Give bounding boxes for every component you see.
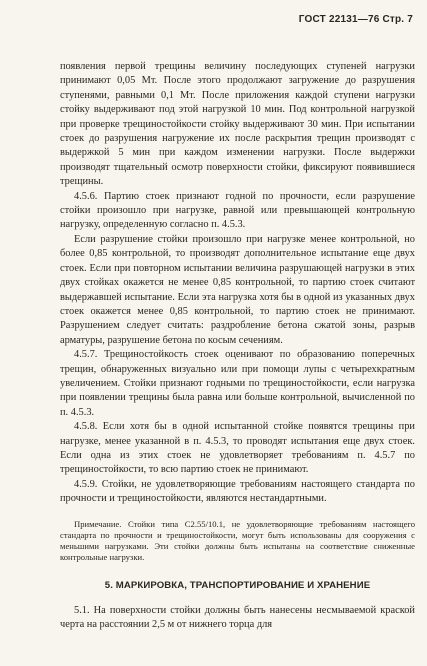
page-header: ГОСТ 22131—76 Стр. 7 <box>298 14 413 25</box>
paragraph-4-5-9: 4.5.9. Стойки, не удовлетворяющие требованиям настоящего стандарта по прочности и трещиностойкости, являются нестандартными. <box>60 478 415 505</box>
paragraph-4-5-6: 4.5.6. Партию стоек признают годной по прочности, если разрушение стойки произошло при нагрузке, равной или превышающей контрольную нагрузку, определенную согласно п. 4.5.3. <box>60 190 415 231</box>
paragraph-5-1: 5.1. На поверхности стойки должны быть нанесены несмываемой краской черта на расстоянии 2,5 м от нижнего торца для <box>60 604 415 631</box>
document-body <box>60 60 415 633</box>
paragraph-4-5-8: 4.5.8. Если хотя бы в одной испытанной стойке появятся трещины при нагрузке, менее указанной в п. 4.5.3, то проводят испытания еще двух стоек. Если одна из этих стоек не удовлетворяет требованиям п. 4.5.7 по трещиностойкости, то всю партию стоек не принимают. <box>60 421 415 476</box>
note-paragraph: Примечание. Стойки типа С2.55/10.1, не удовлетворяющие требованиям настоящего стандарта по прочности и трещиностойкости, могут быть использованы для сооружения с меньшими нагрузками. Эти стойки должны быть испытаны на соответствие сниженные контрольные нагрузки. <box>60 518 415 563</box>
section-title-5: 5. МАРКИРОВКА, ТРАНСПОРТИРОВАНИЕ И ХРАНЕНИЕ <box>104 580 371 592</box>
paragraph-control-failure: Если разрушение стойки произошло при нагрузке менее контрольной, но более 0,85 контрольной, то производят дополнительное испытание еще двух стоек. Если при повторном испытании величина разрушающей нагрузки в этих двух стойках окажется не менее 0,85 контрольной, то партию стоек считают выдержавшей испытание. Если эта нагрузка хотя бы в одной из указанных двух стоек окажется менее 0,85 контрольной, то партию стоек не принимают. Разрушением следует считать: раздробление бетона сжатой зоны, разрыв арматуры, разрушение бетона по косым сечениям. <box>60 233 415 346</box>
paragraph-continuation: появления первой трещины величину последующих ступеней нагрузки принимают 0,05 Мт. После этого продолжают загружение до разрушения ступенями, равными 0,1 Мт. После приложения каждой ступени нагрузки стойку выдерживают под этой нагрузкой 10 мин. Под контрольной нагрузкой при проверке трещиностойкости стойку выдерживают 30 мин. При испытании стоек до разрушения нагружение их после раскрытия трещин производят с выдержкой 5 мин при каждом изменении нагрузки. После выдержки производят тщательный осмотр поверхности стойки, фиксируют появившиеся трещины. <box>60 61 415 188</box>
paragraph-4-5-7: 4.5.7. Трещиностойкость стоек оценивают по образованию поперечных трещин, обнаруженных визуально или при помощи лупы с четырехкратным увеличением. Стойки признают годными по трещиностойкости, если нагрузка при появлении трещины была равна или больше контрольной, вычисленной по п. 4.5.3. <box>60 349 415 418</box>
